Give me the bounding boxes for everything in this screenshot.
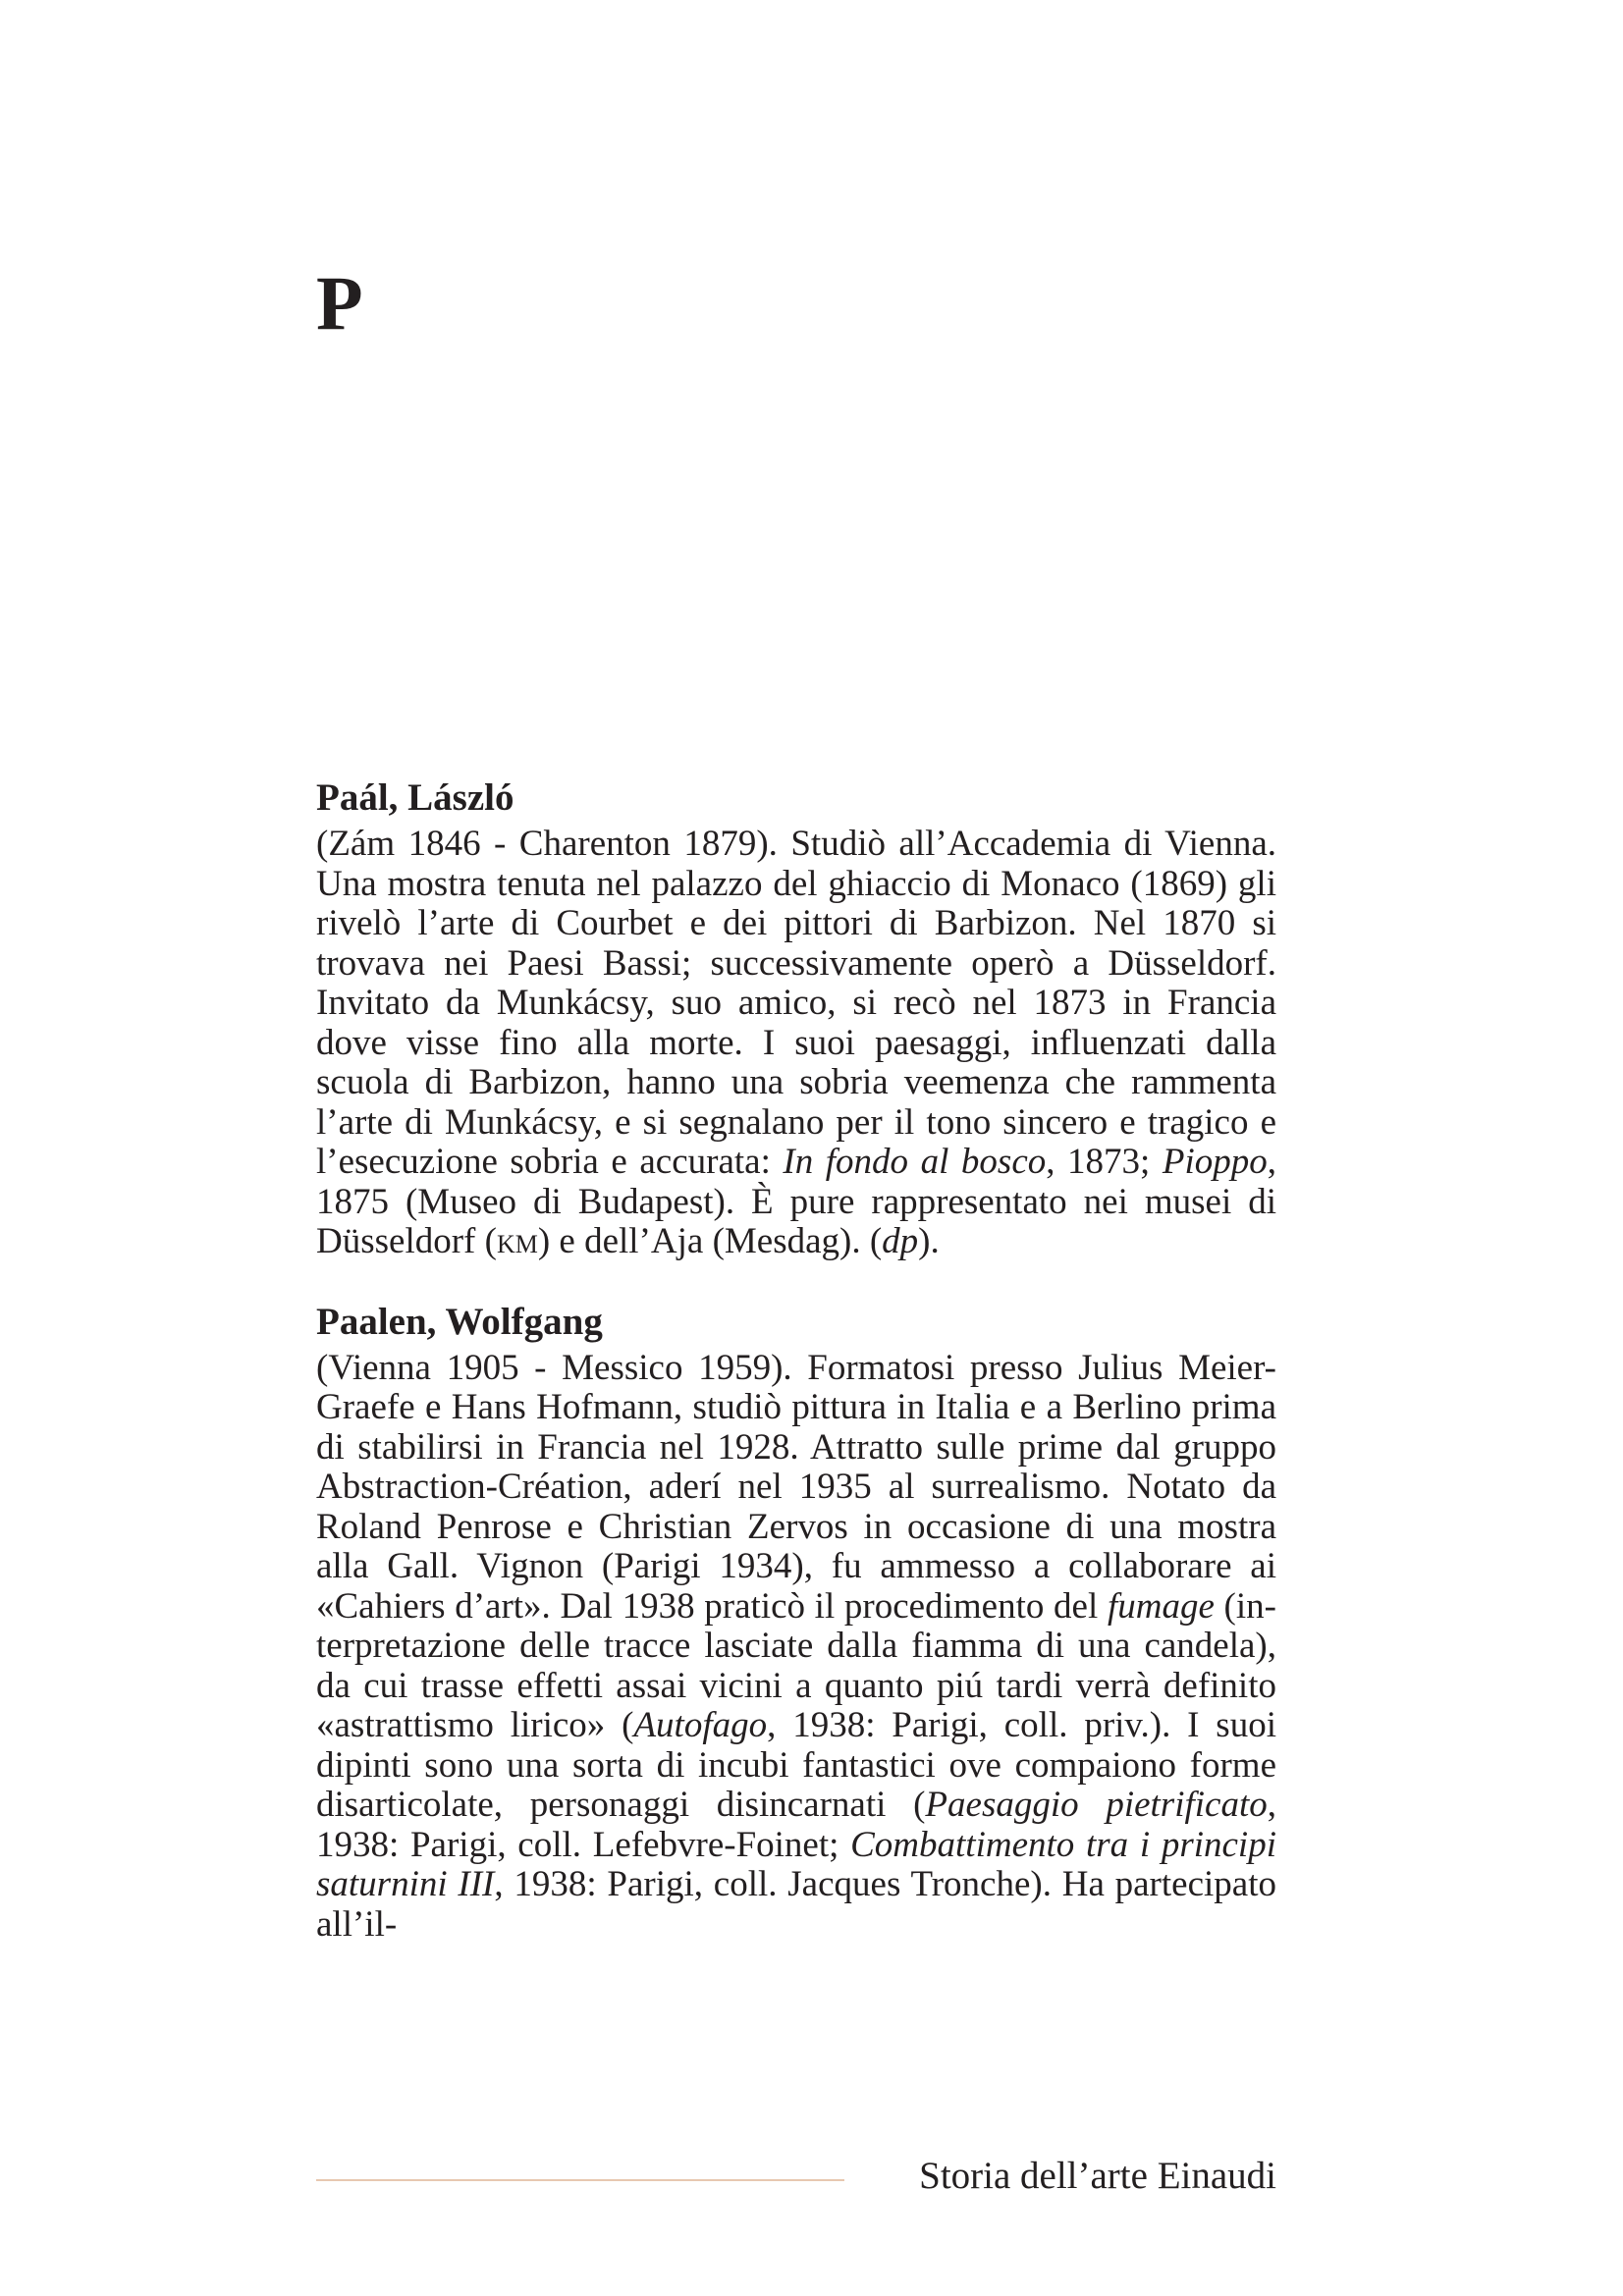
page-footer — [316, 2152, 1276, 2201]
text-run: , 1938: Parigi, coll. Jacques Tronche). Ha partecipato all’il- — [316, 1864, 1276, 1945]
footer-rule — [316, 2179, 844, 2181]
small-caps-run: km — [496, 1221, 538, 1261]
entry-title: Paalen, Wolfgang — [316, 1300, 603, 1343]
text-run: ) e dell’Aja (Mesdag). ( — [537, 1221, 883, 1261]
entry-body — [316, 1349, 1276, 1946]
italic-run: Paesaggio pietrificato — [925, 1785, 1268, 1825]
italic-run: fumage — [1107, 1585, 1215, 1627]
section-letter: P — [316, 260, 363, 346]
italic-run: Pioppo — [1162, 1142, 1268, 1182]
text-run: , 1873; — [1046, 1142, 1163, 1182]
entry — [316, 775, 1276, 1262]
italic-run: Combattimento tra i principi saturnini III — [316, 1824, 1276, 1904]
italic-run: Autofago — [633, 1705, 768, 1745]
entry-body — [316, 825, 1276, 1262]
text-run: (Vienna 1905 - Messico 1959). Formatosi presso Julius Meier-Graefe e Hans Hofmann, studiò pittura in Italia e a Berlino prima di stabilirsi in Francia nel 1928. Attratto sulle prime dal gruppo Abstraction-Création, aderí nel 1935 al surrealismo. Notato da Roland Penrose e Christian Zervos in occasione di una mostra alla Gall. Vignon (Parigi 1934), fu ammesso a collaborare ai «Cahiers d’art». Dal 1938 praticò il procedimento del — [316, 1347, 1276, 1627]
text-run: , 1938: Parigi, coll. Lefebvre-Foinet; — [316, 1785, 1276, 1865]
entry — [316, 1300, 1276, 1946]
entries-container — [316, 775, 1276, 1982]
text-run: , 1938: Parigi, coll. priv.). I suoi dipinti sono una sorta di incubi fantastici ove compaiono forme disarticolate, personaggi disincarnati ( — [316, 1705, 1276, 1825]
text-run: ). — [918, 1221, 940, 1261]
text-run: (Zám 1846 - Charenton 1879). Studiò all’Accademia di Vienna. Una mostra tenuta nel palazzo del ghiaccio di Monaco (1869) gli rivelò l’arte di Courbet e dei pittori di Barbizon. Nel 1870 si trovava nei Paesi Bassi; successivamente operò a Düsseldorf. Invitato da Munkácsy, suo amico, si recò nel 1873 in Francia dove visse fino alla morte. I suoi paesaggi, influenzati dalla scuola di Barbizon, hanno una sobria veemenza che rammenta l’arte di Munkácsy, e si segnalano per il tono sincero e tragico e l’esecuzione sobria e accurata: — [316, 824, 1276, 1182]
footer-publication-title: Storia dell’arte Einaudi — [919, 2155, 1276, 2197]
entry-title: Paál, László — [316, 776, 514, 819]
text-run: (interpretazione delle tracce lasciate dalla fiamma di una candela), da cui trasse effetti assai vicini a quanto piú tardi verrà definito «astrattismo lirico» ( — [316, 1585, 1276, 1745]
italic-run: dp — [882, 1221, 919, 1261]
italic-run: In fondo al bosco — [783, 1142, 1047, 1182]
text-run: , 1875 (Museo di Budapest). È pure rappresentato nei musei di Düsseldorf ( — [316, 1142, 1277, 1261]
